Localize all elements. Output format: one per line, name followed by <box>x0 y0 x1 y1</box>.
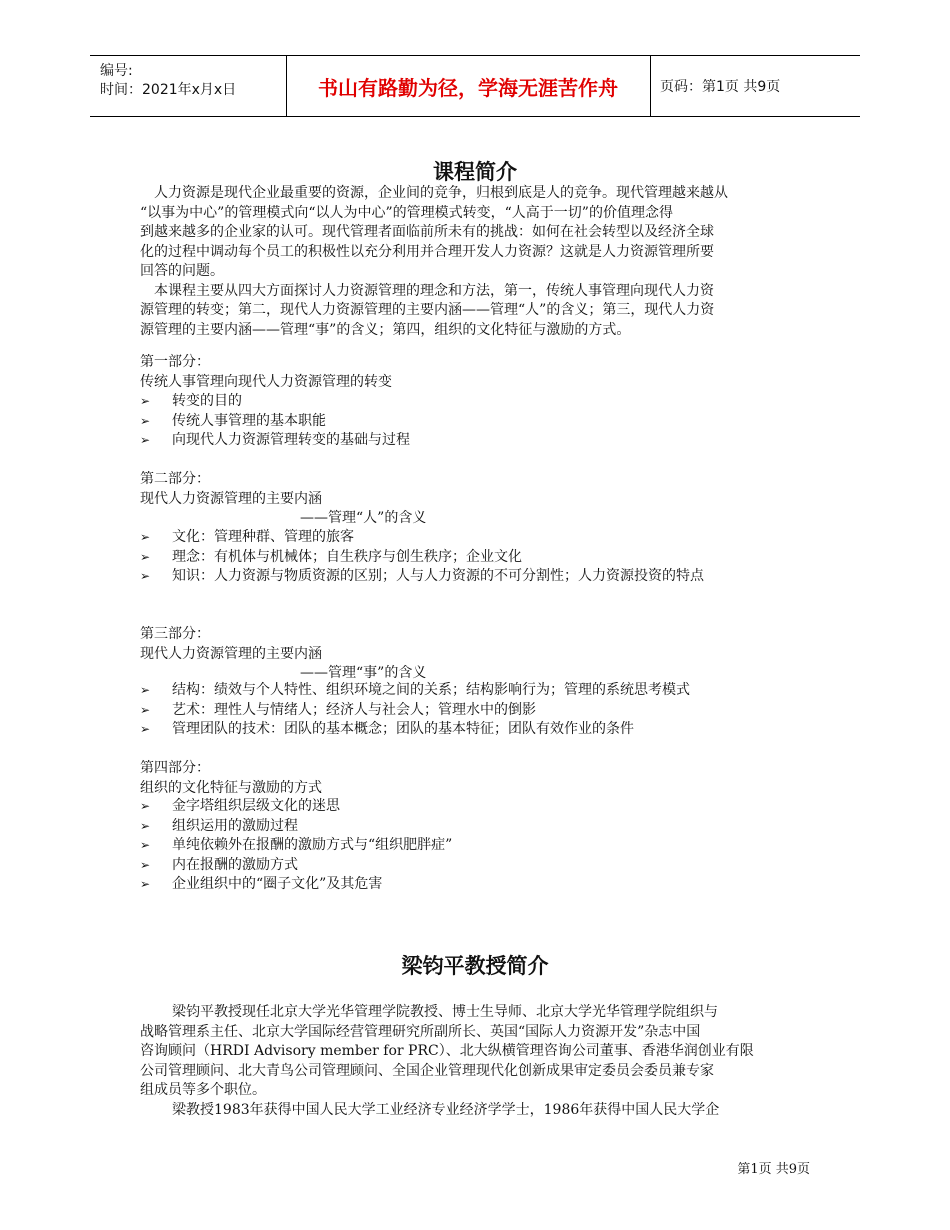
part3-label: 第三部分： <box>140 626 210 642</box>
professor-title: 梁钧平教授简介 <box>401 954 549 978</box>
header-page-number: 页码：第1页 共9页 <box>660 79 781 95</box>
list-item: ➢ 理念：有机体与机械体；自生秩序与创生秩序；企业文化 <box>140 548 704 568</box>
part3-subtitle: ——管理“事”的含义 <box>300 665 427 681</box>
professor-bio <box>140 1003 754 1120</box>
list-item: ➢ 单纯依赖外在报酬的激励方式与“组织肥胖症” <box>140 836 452 856</box>
bullet-arrow-icon: ➢ <box>140 530 151 544</box>
intro-line: 人力资源是现代企业最重要的资源，企业间的竞争，归根到底是人的竞争。现代管理越来越从 <box>154 185 728 201</box>
part4-label: 第四部分： <box>140 760 210 776</box>
bio-line: 组成员等多个职位。 <box>140 1082 266 1098</box>
part1-title: 传统人事管理向现代人力资源管理的转变 <box>140 373 392 390</box>
list-item: ➢ 结构：绩效与个人特性、组织环境之间的关系；结构影响行为；管理的系统思考模式 <box>140 681 690 701</box>
header-meta <box>100 62 236 100</box>
part3-list <box>140 681 690 740</box>
list-item: ➢ 向现代人力资源管理转变的基础与过程 <box>140 431 410 451</box>
part1-heading <box>140 353 392 392</box>
part2-list <box>140 528 704 587</box>
part3-title: 现代人力资源管理的主要内涵 <box>140 645 322 662</box>
bullet-arrow-icon: ➢ <box>140 549 151 564</box>
header-divider-right <box>650 56 651 116</box>
part2-label: 第二部分： <box>140 471 210 487</box>
header-time: 时间：2021年x月x日 <box>100 82 237 98</box>
bullet-arrow-icon: ➢ <box>140 857 151 872</box>
page-header <box>90 55 860 117</box>
list-item: ➢ 金字塔组织层级文化的迷思 <box>140 797 452 817</box>
list-item: ➢ 文化：管理种群、管理的旅客 <box>140 528 704 548</box>
part4-heading <box>140 759 322 798</box>
bullet-arrow-icon: ➢ <box>140 569 151 583</box>
header-number: 编号: <box>100 63 133 79</box>
bullet-arrow-icon: ➢ <box>140 877 151 891</box>
bio-line: 咨询顾问（HRDI Advisory member for PRC）、北大纵横管理咨询公司董事、香港华润创业有限 <box>140 1043 754 1059</box>
bullet-arrow-icon: ➢ <box>140 818 151 833</box>
bullet-arrow-icon: ➢ <box>140 394 151 408</box>
part2-title: 现代人力资源管理的主要内涵 <box>140 490 322 507</box>
list-item: ➢ 转变的目的 <box>140 392 410 412</box>
list-item: ➢ 内在报酬的激励方式 <box>140 856 452 876</box>
bullet-arrow-icon: ➢ <box>140 838 151 852</box>
bullet-arrow-icon: ➢ <box>140 683 151 697</box>
bio-line: 战略管理系主任、北京大学国际经营管理研究所副所长、英国“国际人力资源开发”杂志中国 <box>140 1023 701 1040</box>
part1-label: 第一部分： <box>140 354 210 370</box>
bullet-arrow-icon: ➢ <box>140 799 151 813</box>
intro-line: 源管理的主要内涵——管理“事”的含义；第四，组织的文化特征与激励的方式。 <box>140 321 631 338</box>
intro-line: “以事为中心”的管理模式向“以人为中心”的管理模式转变，“人高于一切”的价值理念得 <box>140 204 673 221</box>
bullet-arrow-icon: ➢ <box>140 413 151 428</box>
list-item: ➢ 传统人事管理的基本职能 <box>140 412 410 432</box>
list-item: ➢ 知识：人力资源与物质资源的区别；人与人力资源的不可分割性；人力资源投资的特点 <box>140 567 704 587</box>
bullet-arrow-icon: ➢ <box>140 433 151 447</box>
list-item: ➢ 艺术：理性人与情绪人；经济人与社会人；管理水中的倒影 <box>140 701 690 721</box>
bio-line: 公司管理顾问、北大青鸟公司管理顾问、全国企业管理现代化创新成果审定委员会委员兼专家 <box>140 1062 714 1079</box>
intro-line: 本课程主要从四大方面探讨人力资源管理的理念和方法，第一，传统人事管理向现代人力资 <box>154 282 714 299</box>
list-item: ➢ 企业组织中的“圈子文化”及其危害 <box>140 875 452 895</box>
part2-heading <box>140 470 426 529</box>
intro-line: 源管理的转变；第二，现代人力资源管理的主要内涵——管理“人”的含义；第三，现代人力资 <box>140 302 715 318</box>
part1-list <box>140 392 410 451</box>
part3-heading <box>140 625 426 684</box>
intro-line: 回答的问题。 <box>140 263 224 279</box>
bullet-arrow-icon: ➢ <box>140 702 151 717</box>
page-footer: 第1页 共9页 <box>737 1162 810 1177</box>
header-motto: 书山有路勤为径，学海无涯苦作舟 <box>318 75 618 100</box>
part4-title: 组织的文化特征与激励的方式 <box>140 779 322 796</box>
bullet-arrow-icon: ➢ <box>140 722 151 736</box>
intro-line: 化的过程中调动每个员工的积极性以充分利用并合理开发人力资源？这就是人力资源管理所要 <box>140 243 714 260</box>
list-item: ➢ 管理团队的技术：团队的基本概念；团队的基本特征；团队有效作业的条件 <box>140 720 690 740</box>
course-title: 课程简介 <box>433 160 517 184</box>
bio-line: 梁钧平教授现任北京大学光华管理学院教授、博士生导师、北京大学光华管理学院组织与 <box>172 1004 718 1020</box>
course-intro <box>140 184 728 340</box>
intro-line: 到越来越多的企业家的认可。现代管理者面临前所未有的挑战：如何在社会转型以及经济全球 <box>140 224 714 240</box>
bio-line: 梁教授1983年获得中国人民大学工业经济专业经济学学士，1986年获得中国人民大学企 <box>172 1101 720 1118</box>
part2-subtitle: ——管理“人”的含义 <box>300 510 427 526</box>
list-item: ➢ 组织运用的激励过程 <box>140 817 452 837</box>
part4-list <box>140 797 452 895</box>
